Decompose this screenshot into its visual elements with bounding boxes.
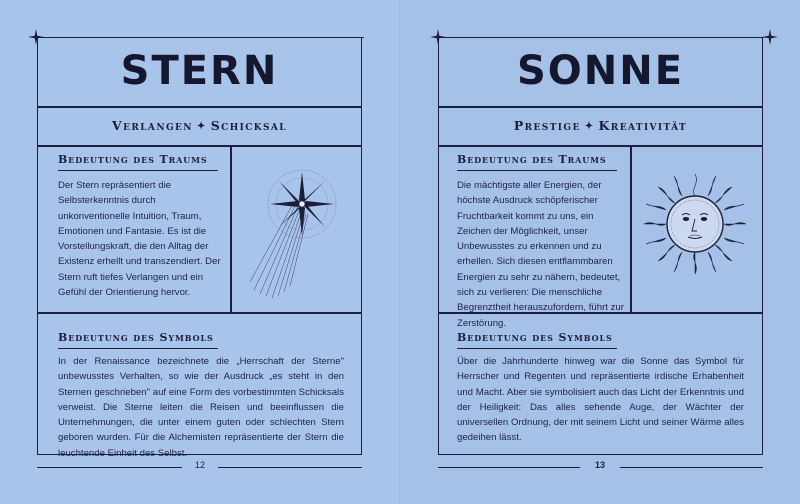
shooting-star-illustration xyxy=(244,162,354,302)
symbol-text: Über die Jahrhunderte hinweg war die Sonne das Symbol für Herrscher und Regenten und repräsentierte irdische Erhabenheit und Macht. Aber sie symbolisiert auch das Licht der Erkenntnis und der Heiligkeit: Das alles sehende Auge, der Wächter der universellen Ordnung, der mit seinem Licht und seiner Wärme alles gedeihen lässt. xyxy=(457,356,744,444)
footer-rule xyxy=(37,467,182,468)
heading-underline xyxy=(457,348,617,349)
heading-underline xyxy=(58,348,218,349)
heading-underline xyxy=(457,170,617,171)
divider xyxy=(438,145,763,147)
page-title: STERN xyxy=(120,48,279,94)
divider xyxy=(37,106,362,108)
heading-underline xyxy=(58,170,218,171)
symbol-heading: Bedeutung des Symbols xyxy=(58,331,214,344)
divider xyxy=(230,145,232,313)
divider xyxy=(438,106,763,108)
page-title: SONNE xyxy=(516,48,685,94)
sun-face-illustration xyxy=(640,170,750,278)
dream-heading: Bedeutung des Traums xyxy=(457,153,607,166)
divider xyxy=(630,145,632,313)
bullet-star-icon: ✦ xyxy=(584,121,595,132)
page-number: 13 xyxy=(594,460,605,470)
keyword-2: Schicksal xyxy=(210,118,288,133)
right-page xyxy=(400,0,800,504)
dream-heading: Bedeutung des Traums xyxy=(58,153,208,166)
keyword-1: Verlangen xyxy=(111,118,193,133)
footer-rule xyxy=(218,467,362,468)
symbol-heading: Bedeutung des Symbols xyxy=(457,331,613,344)
bullet-star-icon: ✦ xyxy=(196,121,207,132)
footer-rule xyxy=(620,467,763,468)
dream-text: Die mächtigste aller Energien, der höchste Ausdruck schöpferischer Fruchtbarkeit kommt zu uns, ein Zeichen der Möglichkeit, unser Unbewusstes zu erkennen und zu erhellen. Sich diesen entflammbaren Energien zu sehr zu nähern, bedeutet, sich zu verlieren: Die menschliche Begrenztheit herauszufordern, führt zur Zerstörung. xyxy=(457,180,624,329)
star-ornament-icon xyxy=(762,29,778,45)
keyword-1: Prestige xyxy=(513,118,581,133)
footer-rule xyxy=(438,467,580,468)
keywords-line xyxy=(438,118,763,133)
keywords-line xyxy=(37,118,362,133)
symbol-text: In der Renaissance bezeichnete die „Herrschaft der Sterne" unbewusstes Verhalten, so wie der Ausdruck „es steht in den Sternen geschrieben" auf eine Form des vorbestimmten Schicksals verweist. Die Sterne leiten die Reisen und beeinflussen die Unternehmungen, die unter einem guten oder schlechten Stern geboren wurden. Für die Alchemisten repräsentierte der Stern die leuchtende Einheit des Selbst. xyxy=(58,356,344,459)
dream-text: Der Stern repräsentiert die Selbsterkenntnis durch unkonventionelle Intuition, Traum, Emotionen und Fantasie. Es ist die Vorstellungskraft, die den Alltag der Existenz erhellt und transzendiert. Der Stern ruft tiefes Verlangen und ein Gefühl der Orientierung hervor. xyxy=(58,180,221,299)
divider xyxy=(37,145,362,147)
divider xyxy=(37,312,362,314)
page-number: 12 xyxy=(194,460,205,470)
keyword-2: Kreativität xyxy=(598,118,688,133)
